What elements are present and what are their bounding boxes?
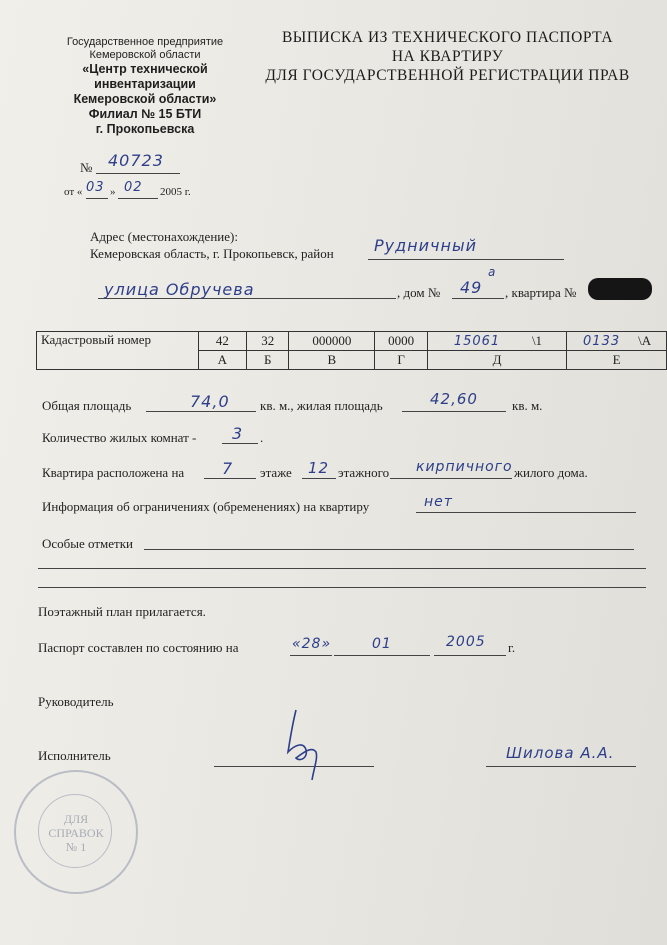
compiled-label: Паспорт составлен по состоянию на (38, 640, 239, 655)
stamp-line-2: СПРАВОК (48, 826, 104, 840)
org-line-5: Кемеровской области» (73, 92, 217, 106)
cadastral-value: 000000 (289, 332, 375, 351)
cadastral-table (36, 331, 667, 370)
cadastral-letter: Е (567, 351, 667, 370)
doc-date-month: 02 (124, 180, 143, 195)
rooms-end: . (260, 430, 264, 445)
address-district: Рудничный (374, 236, 477, 255)
cadastral-value: 32 (246, 332, 288, 351)
rooms-value: 3 (232, 424, 244, 443)
compiled-day: «28» (292, 636, 332, 652)
address-house-suffix: а (488, 265, 497, 279)
address-house-label: , дом № (397, 285, 441, 300)
floor-mid: этаже (260, 465, 292, 480)
org-line-4: инвентаризации (94, 77, 196, 91)
plan-text: Поэтажный план прилагается. (38, 604, 206, 619)
cadastral-cell-d (427, 332, 566, 351)
cadastral-value: \1 (531, 333, 543, 348)
cadastral-value: \А (638, 333, 652, 348)
org-line-6: Филиал № 15 БТИ (88, 107, 202, 121)
notes-label: Особые отметки (42, 536, 133, 551)
title-line-1: ВЫПИСКА ИЗ ТЕХНИЧЕСКОГО ПАСПОРТА (281, 29, 614, 46)
cadastral-value: 15061 (453, 334, 501, 349)
organization-block (40, 36, 250, 137)
cadastral-letter: Г (375, 351, 428, 370)
cadastral-letter: Д (427, 351, 566, 370)
cadastral-letter: А (198, 351, 246, 370)
org-line-3: «Центр технической (82, 62, 208, 76)
address-label: Адрес (местонахождение): (90, 229, 238, 244)
floor-end: жилого дома. (514, 465, 588, 480)
redaction-block (588, 278, 652, 300)
floor-mid-2: этажного (338, 465, 390, 480)
area-unit-1: кв. м., жилая площадь (260, 398, 383, 413)
table-row (37, 332, 667, 351)
area-total-value: 74,0 (190, 392, 230, 411)
official-stamp (14, 770, 138, 894)
floor-total: 12 (308, 459, 330, 477)
stamp-line-1: ДЛЯ (63, 812, 89, 826)
doc-number-value: 40723 (108, 151, 164, 170)
area-unit-2: кв. м. (512, 398, 543, 413)
address-region: Кемеровская область, г. Прокопьевск, район (90, 246, 334, 261)
title-line-3: ДЛЯ ГОСУДАРСТВЕННОЙ РЕГИСТРАЦИИ ПРАВ (265, 67, 630, 84)
signature-mark (282, 706, 332, 784)
restrictions-value: нет (424, 494, 453, 510)
compiled-end: г. (508, 640, 516, 655)
cadastral-label: Кадастровый номер (37, 332, 199, 370)
org-line-2: Кемеровской области (89, 49, 201, 61)
doc-date-day: 03 (86, 180, 105, 195)
floor-value: 7 (222, 459, 234, 478)
restrictions-label: Информация об ограничениях (обременениях) на квартиру (42, 499, 370, 514)
compiled-year: 2005 (446, 634, 486, 650)
address-apt-label: , квартира № (505, 285, 577, 300)
area-living-value: 42,60 (430, 390, 478, 408)
title-line-2: НА КВАРТИРУ (391, 48, 504, 65)
org-line-1: Государственное предприятие (66, 36, 224, 48)
cadastral-value: 42 (198, 332, 246, 351)
cadastral-letter: Б (246, 351, 288, 370)
doc-date-sep: » (110, 186, 116, 198)
address-house: 49 (460, 278, 483, 297)
cadastral-value: 0000 (375, 332, 428, 351)
cadastral-value: 0133 (583, 334, 621, 349)
document-title (250, 28, 645, 85)
executor-name: Шилова А.А. (506, 744, 615, 762)
building-type: кирпичного (416, 459, 513, 475)
cadastral-letter: В (289, 351, 375, 370)
area-total-label: Общая площадь (42, 398, 132, 413)
executor-label: Исполнитель (38, 748, 111, 763)
stamp-line-3: № 1 (65, 840, 87, 854)
rooms-label: Количество жилых комнат - (42, 430, 197, 445)
compiled-month: 01 (372, 636, 392, 652)
doc-date-year: 2005 г. (160, 186, 191, 198)
address-street: улица Обручева (104, 280, 255, 299)
doc-date-prefix: от « (64, 186, 83, 198)
cadastral-cell-e (567, 332, 667, 351)
doc-number-label: № (80, 160, 93, 175)
floor-label: Квартира расположена на (42, 465, 185, 480)
org-line-7: г. Прокопьевска (95, 122, 195, 136)
head-label: Руководитель (38, 694, 114, 709)
